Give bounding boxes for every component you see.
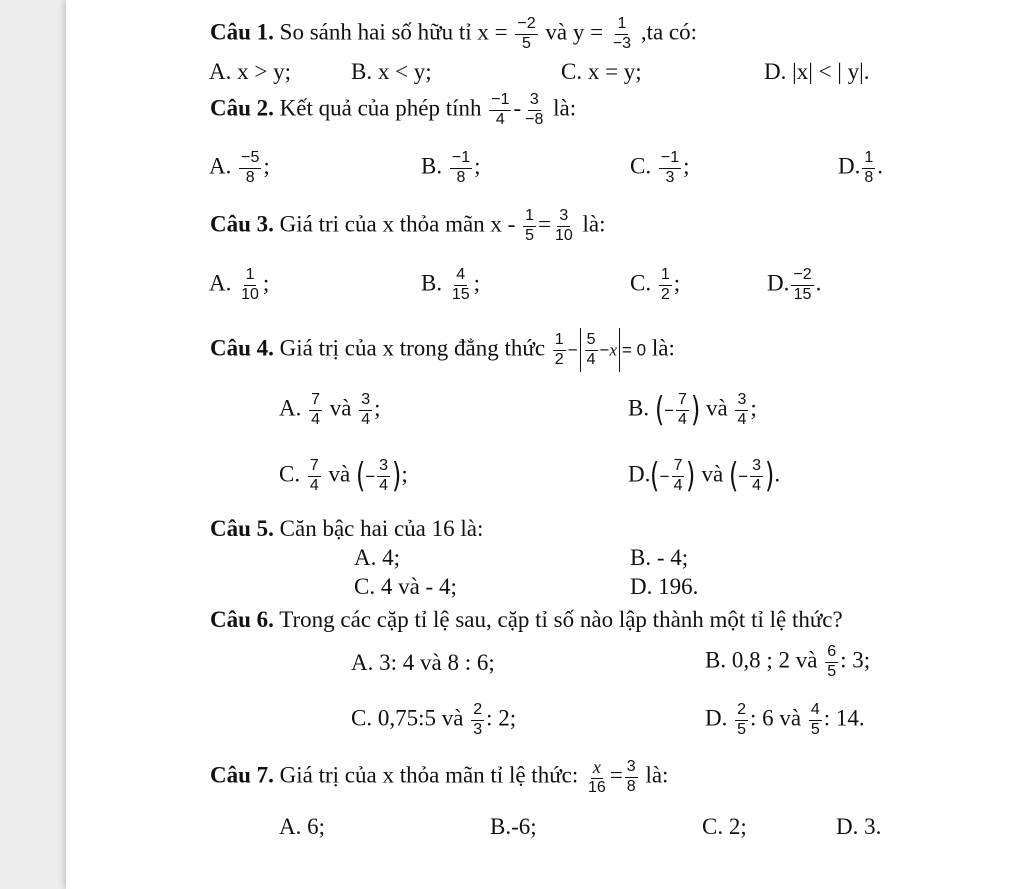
q2-a-sep: ;: [263, 153, 270, 179]
q6-d-post: : 14.: [823, 705, 865, 731]
q2-option-c: [630, 150, 689, 187]
q4-op: −: [567, 340, 578, 360]
q4-d-num-2: 3: [750, 458, 763, 477]
q3-b-num: 4: [454, 267, 467, 286]
q7-label: Câu 7.: [210, 762, 274, 788]
q1-option-a: A. x > y;: [209, 59, 291, 84]
q4-a-and: và: [329, 395, 352, 421]
q7-text-2: là:: [645, 762, 669, 788]
q6-c-pre: C. 0,75:5 và: [351, 705, 464, 731]
q5-label: Câu 5.: [210, 516, 274, 541]
q4-b-num-1: 7: [676, 392, 689, 411]
q3-c-den: 2: [660, 285, 670, 303]
q1-option-b: B. x < y;: [351, 59, 432, 84]
q4-d-label: D.: [628, 461, 651, 487]
q2-frac-1-num: −1: [489, 92, 511, 111]
q6-d-den-2: 5: [810, 720, 820, 738]
q6-option-d: [705, 702, 865, 739]
q3-stem: [210, 208, 606, 245]
q4-frac-1-num: 1: [553, 332, 566, 351]
q4-a-frac-1: [309, 392, 322, 429]
q6-c-post: : 2;: [486, 705, 517, 731]
q5-option-d: D. 196.: [630, 574, 699, 599]
q2-frac-2: [523, 92, 545, 129]
q4-option-d: [628, 458, 780, 495]
document-page: [66, 0, 1024, 889]
q3-frac-2-num: 3: [557, 208, 570, 227]
q7-option-c: C. 2;: [702, 814, 747, 839]
q6-d-pre: D.: [705, 705, 728, 731]
q7-frac-1-den: 16: [588, 778, 606, 796]
q3-label: Câu 3.: [210, 211, 274, 237]
q4-c-minus: −: [365, 466, 376, 486]
q2-option-d: [838, 150, 883, 187]
q4-c-den-1: 4: [309, 476, 319, 494]
q7-option-a: A. 6;: [279, 814, 325, 839]
q7-frac-1-num: x: [592, 757, 601, 777]
q4-stem: [210, 328, 675, 372]
q3-frac-2: [553, 208, 575, 245]
q4-frac-1-den: 2: [554, 350, 564, 368]
q4-d-den-1: 4: [673, 476, 683, 494]
q4-op-2: −: [599, 340, 610, 360]
q2-frac-1: [489, 92, 511, 129]
q4-text-2: là:: [651, 335, 675, 361]
q4-b-frac-1: [676, 392, 689, 429]
q2-option-b: [421, 150, 480, 187]
q6-option-c: [351, 702, 516, 739]
q2-c-den: 3: [665, 168, 675, 186]
q4-c-and: và: [328, 461, 351, 487]
q3-c-label: C.: [630, 270, 652, 296]
q3-option-d: [767, 267, 821, 304]
q3-eq: =: [537, 211, 551, 237]
q6-option-a: A. 3: 4 và 8 : 6;: [351, 650, 495, 675]
q2-stem: [210, 92, 576, 129]
q1-option-d: D. |x| < | y|.: [764, 59, 870, 84]
q2-label: Câu 2.: [210, 95, 274, 121]
q2-a-den: 8: [245, 168, 255, 186]
q2-frac-2-den: −8: [525, 110, 544, 128]
q6-b-post: : 3;: [840, 647, 871, 673]
q4-a-frac-2: [359, 392, 372, 429]
q4-b-lparen: (: [654, 390, 665, 431]
q2-b-num: −1: [450, 150, 472, 169]
q7-frac-1: [586, 758, 608, 797]
q2-c-frac: [659, 150, 681, 187]
q6-d-mid: : 6 và: [750, 705, 802, 731]
q3-d-label: D.: [767, 270, 790, 296]
q4-abs-left: [580, 328, 581, 372]
q3-option-a: [209, 267, 269, 304]
q6-b-num: 6: [825, 644, 838, 663]
q4-frac-2-num: 5: [585, 332, 598, 351]
q5-stem: [210, 517, 483, 540]
q4-c-num-2: 3: [377, 458, 390, 477]
q4-d-frac-1: [672, 458, 685, 495]
q4-c-num-1: 7: [308, 458, 321, 477]
q4-c-label: C.: [279, 461, 301, 487]
q2-b-frac: [450, 150, 472, 187]
q4-a-sep: ;: [374, 395, 381, 421]
q4-b-and: và: [705, 395, 728, 421]
q6-d-num-2: 4: [809, 702, 822, 721]
q4-d-sep: .: [774, 461, 781, 487]
q1-label: Câu 1.: [210, 19, 274, 45]
q6-d-frac-1: [735, 702, 748, 739]
q6-text: Trong các cặp tỉ lệ sau, cặp tỉ số nào lập thành một tỉ lệ thức?: [279, 607, 843, 632]
q1-frac-x-den: 5: [522, 34, 531, 52]
q6-c-frac: [471, 702, 484, 739]
q1-frac-y-num: 1: [615, 16, 628, 35]
q4-a-den-1: 4: [311, 410, 321, 428]
q6-c-den: 3: [473, 720, 483, 738]
q4-abs-right: [619, 328, 620, 372]
q4-b-frac-2: [735, 392, 748, 429]
q3-frac-1-den: 5: [525, 226, 534, 244]
q2-c-label: C.: [630, 153, 652, 179]
q3-a-frac: [239, 267, 261, 304]
q2-a-num: −5: [239, 150, 261, 169]
q2-c-num: −1: [659, 150, 681, 169]
q1-text: So sánh hai số hữu tỉ x =: [279, 19, 508, 45]
q3-frac-1-num: 1: [523, 208, 536, 227]
q1-stem: [210, 16, 697, 53]
q1-option-c: C. x = y;: [561, 59, 642, 84]
q5-option-c: C. 4 và - 4;: [354, 574, 457, 599]
q4-d-den-2: 4: [752, 476, 762, 494]
q3-c-num: 1: [659, 267, 672, 286]
q7-option-b: B.-6;: [490, 814, 537, 839]
q2-d-sep: .: [877, 153, 884, 179]
q3-text-2: là:: [582, 211, 606, 237]
q3-c-frac: [659, 267, 672, 304]
q6-d-den-1: 5: [737, 720, 747, 738]
q4-d-num-1: 7: [672, 458, 685, 477]
q4-option-a: [279, 392, 381, 429]
q2-d-den: 8: [864, 168, 874, 186]
q4-text: Giá trị của x trong đẳng thức: [279, 335, 546, 361]
q2-d-label: D.: [838, 153, 861, 179]
q7-option-d: D. 3.: [836, 814, 882, 839]
q4-c-sep: ;: [401, 461, 408, 487]
q2-frac-1-den: 4: [495, 110, 505, 128]
q4-c-frac-2: [377, 458, 390, 495]
q4-c-rparen: ): [392, 456, 402, 497]
q7-frac-2-num: 3: [625, 759, 638, 778]
q4-b-num-2: 3: [735, 392, 748, 411]
q4-a-num-2: 3: [359, 392, 372, 411]
q6-b-pre: B. 0,8 ; 2 và: [705, 647, 818, 673]
q6-d-num-1: 2: [735, 702, 748, 721]
q2-text-2: là:: [553, 95, 577, 121]
q3-d-sep: .: [815, 270, 822, 296]
q3-c-sep: ;: [673, 270, 681, 296]
q4-frac-2-den: 4: [586, 350, 596, 368]
q6-b-frac: [825, 644, 838, 681]
q4-d-frac-2: [750, 458, 763, 495]
q3-frac-1: [523, 208, 536, 245]
q3-frac-2-den: 10: [554, 226, 573, 244]
q4-d-and: và: [701, 461, 724, 487]
q2-text: Kết quả của phép tính: [279, 95, 482, 121]
q3-d-frac: [791, 267, 813, 304]
q4-option-c: [279, 458, 408, 495]
q4-d-lparen-2: (: [728, 456, 739, 497]
q2-a-frac: [239, 150, 261, 187]
q2-d-frac: [862, 150, 875, 187]
q6-option-b: [705, 644, 870, 681]
q2-d-num: 1: [862, 150, 875, 169]
q4-d-minus-2: −: [738, 466, 749, 486]
q5-option-b: B. - 4;: [630, 545, 689, 570]
q4-frac-2: [585, 332, 598, 369]
q4-option-b: [628, 392, 757, 429]
q4-c-lparen: (: [355, 456, 366, 497]
q4-d-rparen-2: ): [765, 456, 775, 497]
q4-c-den-2: 4: [379, 476, 389, 494]
q3-text: Giá tri của x thỏa mãn x -: [279, 211, 516, 237]
q4-b-sep: ;: [750, 395, 757, 421]
q4-b-den-2: 4: [737, 410, 747, 428]
q6-c-num: 2: [471, 702, 484, 721]
q4-label: Câu 4.: [210, 335, 274, 361]
q2-op: -: [513, 95, 522, 121]
q2-b-label: B.: [421, 153, 443, 179]
q2-c-sep: ;: [683, 153, 690, 179]
q4-frac-1: [553, 332, 566, 369]
q2-frac-2-num: 3: [528, 92, 541, 111]
q1-frac-y-den: −3: [612, 34, 632, 52]
q4-b-minus: −: [664, 400, 675, 420]
q3-option-b: [421, 267, 480, 304]
q4-d-lparen-1: (: [650, 456, 660, 497]
q1-text-3: ,ta có:: [640, 19, 698, 45]
q4-a-label: A.: [279, 395, 302, 421]
q4-b-rparen: ): [690, 390, 701, 431]
q6-label: Câu 6.: [210, 607, 274, 632]
q2-b-den: 8: [456, 168, 466, 186]
q2-option-a: [209, 150, 270, 187]
q7-eq: =: [609, 762, 623, 788]
q3-a-den: 10: [241, 285, 259, 303]
q3-a-num: 1: [244, 267, 257, 286]
q2-a-label: A.: [209, 153, 232, 179]
q1-frac-x-num: −2: [515, 16, 537, 35]
q4-a-den-2: 4: [361, 410, 371, 428]
q3-b-den: 15: [451, 285, 470, 303]
q3-b-frac: [450, 267, 472, 304]
q5-option-a: A. 4;: [354, 545, 400, 570]
q5-text: Căn bậc hai của 16 là:: [279, 516, 484, 541]
q3-a-sep: ;: [262, 270, 270, 296]
q4-a-num-1: 7: [309, 392, 322, 411]
q1-frac-y: [611, 16, 633, 53]
q1-frac-x: [515, 16, 537, 53]
q2-b-sep: ;: [474, 153, 481, 179]
q3-a-label: A.: [209, 270, 232, 296]
q3-b-sep: ;: [473, 270, 481, 296]
q7-text: Giá trị của x thỏa mãn tỉ lệ thức:: [279, 762, 579, 788]
q3-d-den: 15: [793, 285, 812, 303]
q4-d-rparen-1: ): [686, 456, 696, 497]
q4-d-minus-1: −: [659, 466, 670, 486]
q4-c-frac-1: [308, 458, 321, 495]
q3-b-label: B.: [421, 270, 443, 296]
q7-stem: [210, 758, 668, 797]
q7-frac-2-den: 8: [626, 777, 636, 795]
q7-frac-2: [625, 759, 638, 796]
q3-d-num: −2: [791, 267, 813, 286]
q4-b-label: B.: [628, 395, 650, 421]
q4-b-den-1: 4: [678, 410, 687, 428]
q4-var: x: [609, 340, 618, 360]
q3-option-c: [630, 267, 680, 304]
q6-d-frac-2: [809, 702, 822, 739]
q6-stem: [210, 608, 843, 631]
q1-text-2: và y =: [545, 19, 604, 45]
q4-eq: = 0: [622, 340, 647, 360]
q6-b-den: 5: [827, 662, 837, 680]
